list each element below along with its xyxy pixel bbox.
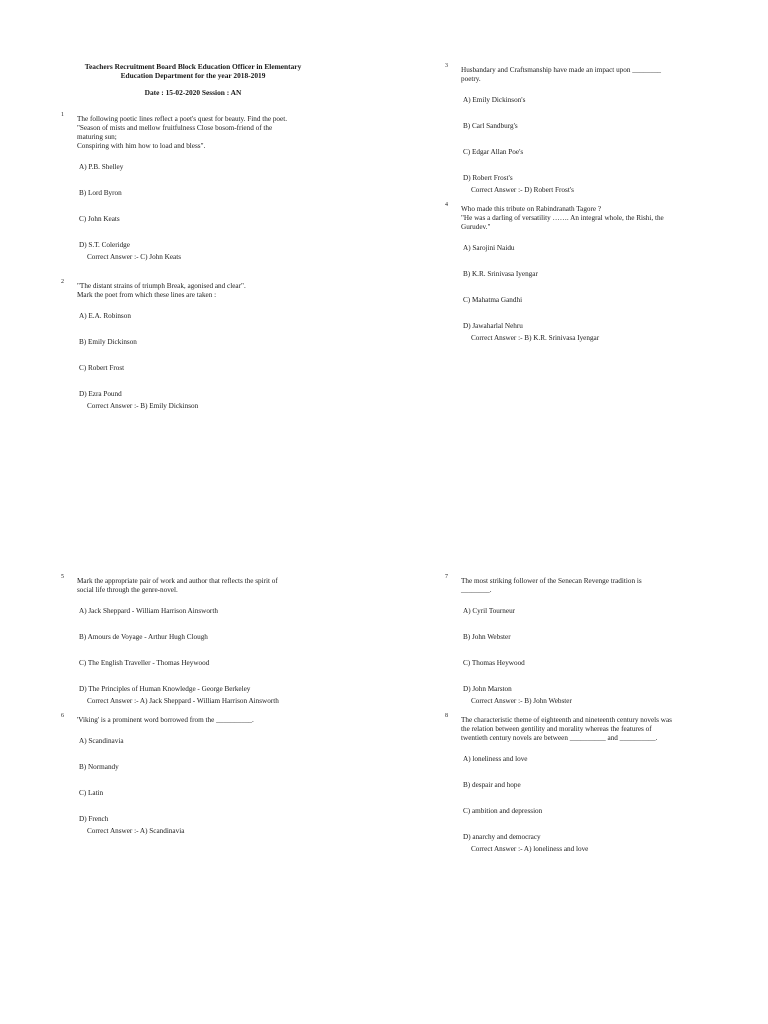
option-b: B) Lord Byron: [79, 189, 122, 197]
options-list: [77, 312, 327, 416]
option-c: C) John Keats: [79, 215, 120, 223]
document-header: [58, 62, 328, 97]
question-block-6: [61, 713, 327, 836]
header-title-line-1: Teachers Recruitment Board Block Education Officer in Elementary: [84, 62, 302, 71]
option-d: D) French: [79, 815, 109, 823]
correct-answer: Correct Answer :- D) Robert Frost's: [471, 186, 574, 194]
option-d: D) anarchy and democracy: [463, 833, 541, 841]
option-a: A) Scandinavia: [79, 737, 124, 745]
option-b: B) Amours de Voyage - Arthur Hugh Clough: [79, 633, 208, 641]
option-a: A) Jack Sheppard - William Harrison Ainsworth: [79, 607, 218, 615]
option-b: B) K.R. Srinivasa Iyengar: [463, 270, 538, 278]
option-b: B) despair and hope: [463, 781, 521, 789]
option-d: D) Ezra Pound: [79, 390, 122, 398]
correct-answer: Correct Answer :- B) Emily Dickinson: [87, 402, 199, 410]
page-quadrant-top-right: [384, 0, 768, 512]
option-d: D) John Marston: [463, 685, 512, 693]
correct-answer: Correct Answer :- A) loneliness and love: [471, 845, 589, 853]
question-text: The characteristic theme of eighteenth and nineteenth century novels was the relation between gentility and morality whereas the features of twentieth century novels are between __________ and __________.: [461, 716, 672, 742]
correct-answer: Correct Answer :- A) Jack Sheppard - William Harrison Ainsworth: [87, 697, 279, 705]
option-d: D) Jawaharlal Nehru: [463, 322, 523, 330]
question-number: 6: [61, 713, 64, 719]
header-date-session: Date : 15-02-2020 Session : AN: [144, 88, 242, 97]
correct-answer: Correct Answer :- B) K.R. Srinivasa Iyengar: [471, 334, 600, 342]
question-text: 'Viking' is a prominent word borrowed from the __________.: [77, 716, 254, 724]
question-block-3: [445, 63, 711, 195]
options-list: [77, 163, 327, 267]
question-block-1: [61, 112, 327, 262]
question-block-2: [61, 279, 327, 411]
page-quadrant-top-left: [0, 0, 384, 512]
option-c: C) Thomas Heywood: [463, 659, 525, 667]
options-list: [461, 607, 711, 711]
question-block-7: [445, 574, 711, 706]
question-number: 8: [445, 713, 448, 719]
option-d: D) S.T. Coleridge: [79, 241, 130, 249]
option-a: A) Cyril Tourneur: [463, 607, 516, 615]
option-a: A) Sarojini Naidu: [463, 244, 515, 252]
question-text: Who made this tribute on Rabindranath Tagore ? "He was a darling of versatility ……. An integral whole, the Rishi, the Gurudev.": [461, 205, 664, 231]
option-d: D) Robert Frost's: [463, 174, 513, 182]
option-a: A) E.A. Robinson: [79, 312, 131, 320]
option-c: C) The English Traveller - Thomas Heywood: [79, 659, 210, 667]
options-list: [77, 737, 327, 841]
option-c: C) Latin: [79, 789, 104, 797]
options-list: [77, 607, 327, 711]
question-number: 5: [61, 574, 64, 580]
option-c: C) ambition and depression: [463, 807, 543, 815]
options-list: [461, 244, 711, 348]
question-text: "The distant strains of triumph Break, agonised and clear". Mark the poet from which these lines are taken :: [77, 282, 246, 299]
question-text: The following poetic lines reflect a poet's quest for beauty. Find the poet. "Season of mists and mellow fruitfulness Close bosom-friend of the maturing sun; Conspiring with him how to load and bless".: [77, 115, 288, 150]
question-block-4: [445, 202, 711, 343]
question-text: The most striking follower of the Senecan Revenge tradition is ________.: [461, 577, 642, 594]
correct-answer: Correct Answer :- C) John Keats: [87, 253, 182, 261]
option-a: A) Emily Dickinson's: [463, 96, 526, 104]
option-b: B) Normandy: [79, 763, 119, 771]
question-number: 2: [61, 279, 64, 285]
option-b: B) Emily Dickinson: [79, 338, 137, 346]
option-b: B) Carl Sandburg's: [463, 122, 518, 130]
question-block-8: [445, 713, 711, 854]
option-a: A) P.B. Shelley: [79, 163, 124, 171]
question-text: Mark the appropriate pair of work and author that reflects the spirit of social life through the genre-novel.: [77, 577, 278, 594]
option-c: C) Edgar Allan Poe's: [463, 148, 524, 156]
option-a: A) loneliness and love: [463, 755, 528, 763]
correct-answer: Correct Answer :- A) Scandinavia: [87, 827, 185, 835]
correct-answer: Correct Answer :- B) John Webster: [471, 697, 572, 705]
option-c: C) Robert Frost: [79, 364, 125, 372]
header-title-line-2: Education Department for the year 2018-2019: [120, 71, 266, 80]
option-c: C) Mahatma Gandhi: [463, 296, 523, 304]
option-d: D) The Principles of Human Knowledge - George Berkeley: [79, 685, 251, 693]
question-block-5: [61, 574, 327, 706]
question-text: Husbandary and Craftsmanship have made an impact upon ________ poetry.: [461, 66, 662, 83]
options-list: [461, 96, 711, 200]
page-quadrant-bottom-right: [384, 512, 768, 1024]
question-number: 7: [445, 574, 448, 580]
question-number: 3: [445, 63, 448, 69]
options-list: [461, 755, 711, 859]
option-b: B) John Webster: [463, 633, 511, 641]
question-number: 4: [445, 202, 448, 208]
page-quadrant-bottom-left: [0, 512, 384, 1024]
question-number: 1: [61, 112, 64, 118]
